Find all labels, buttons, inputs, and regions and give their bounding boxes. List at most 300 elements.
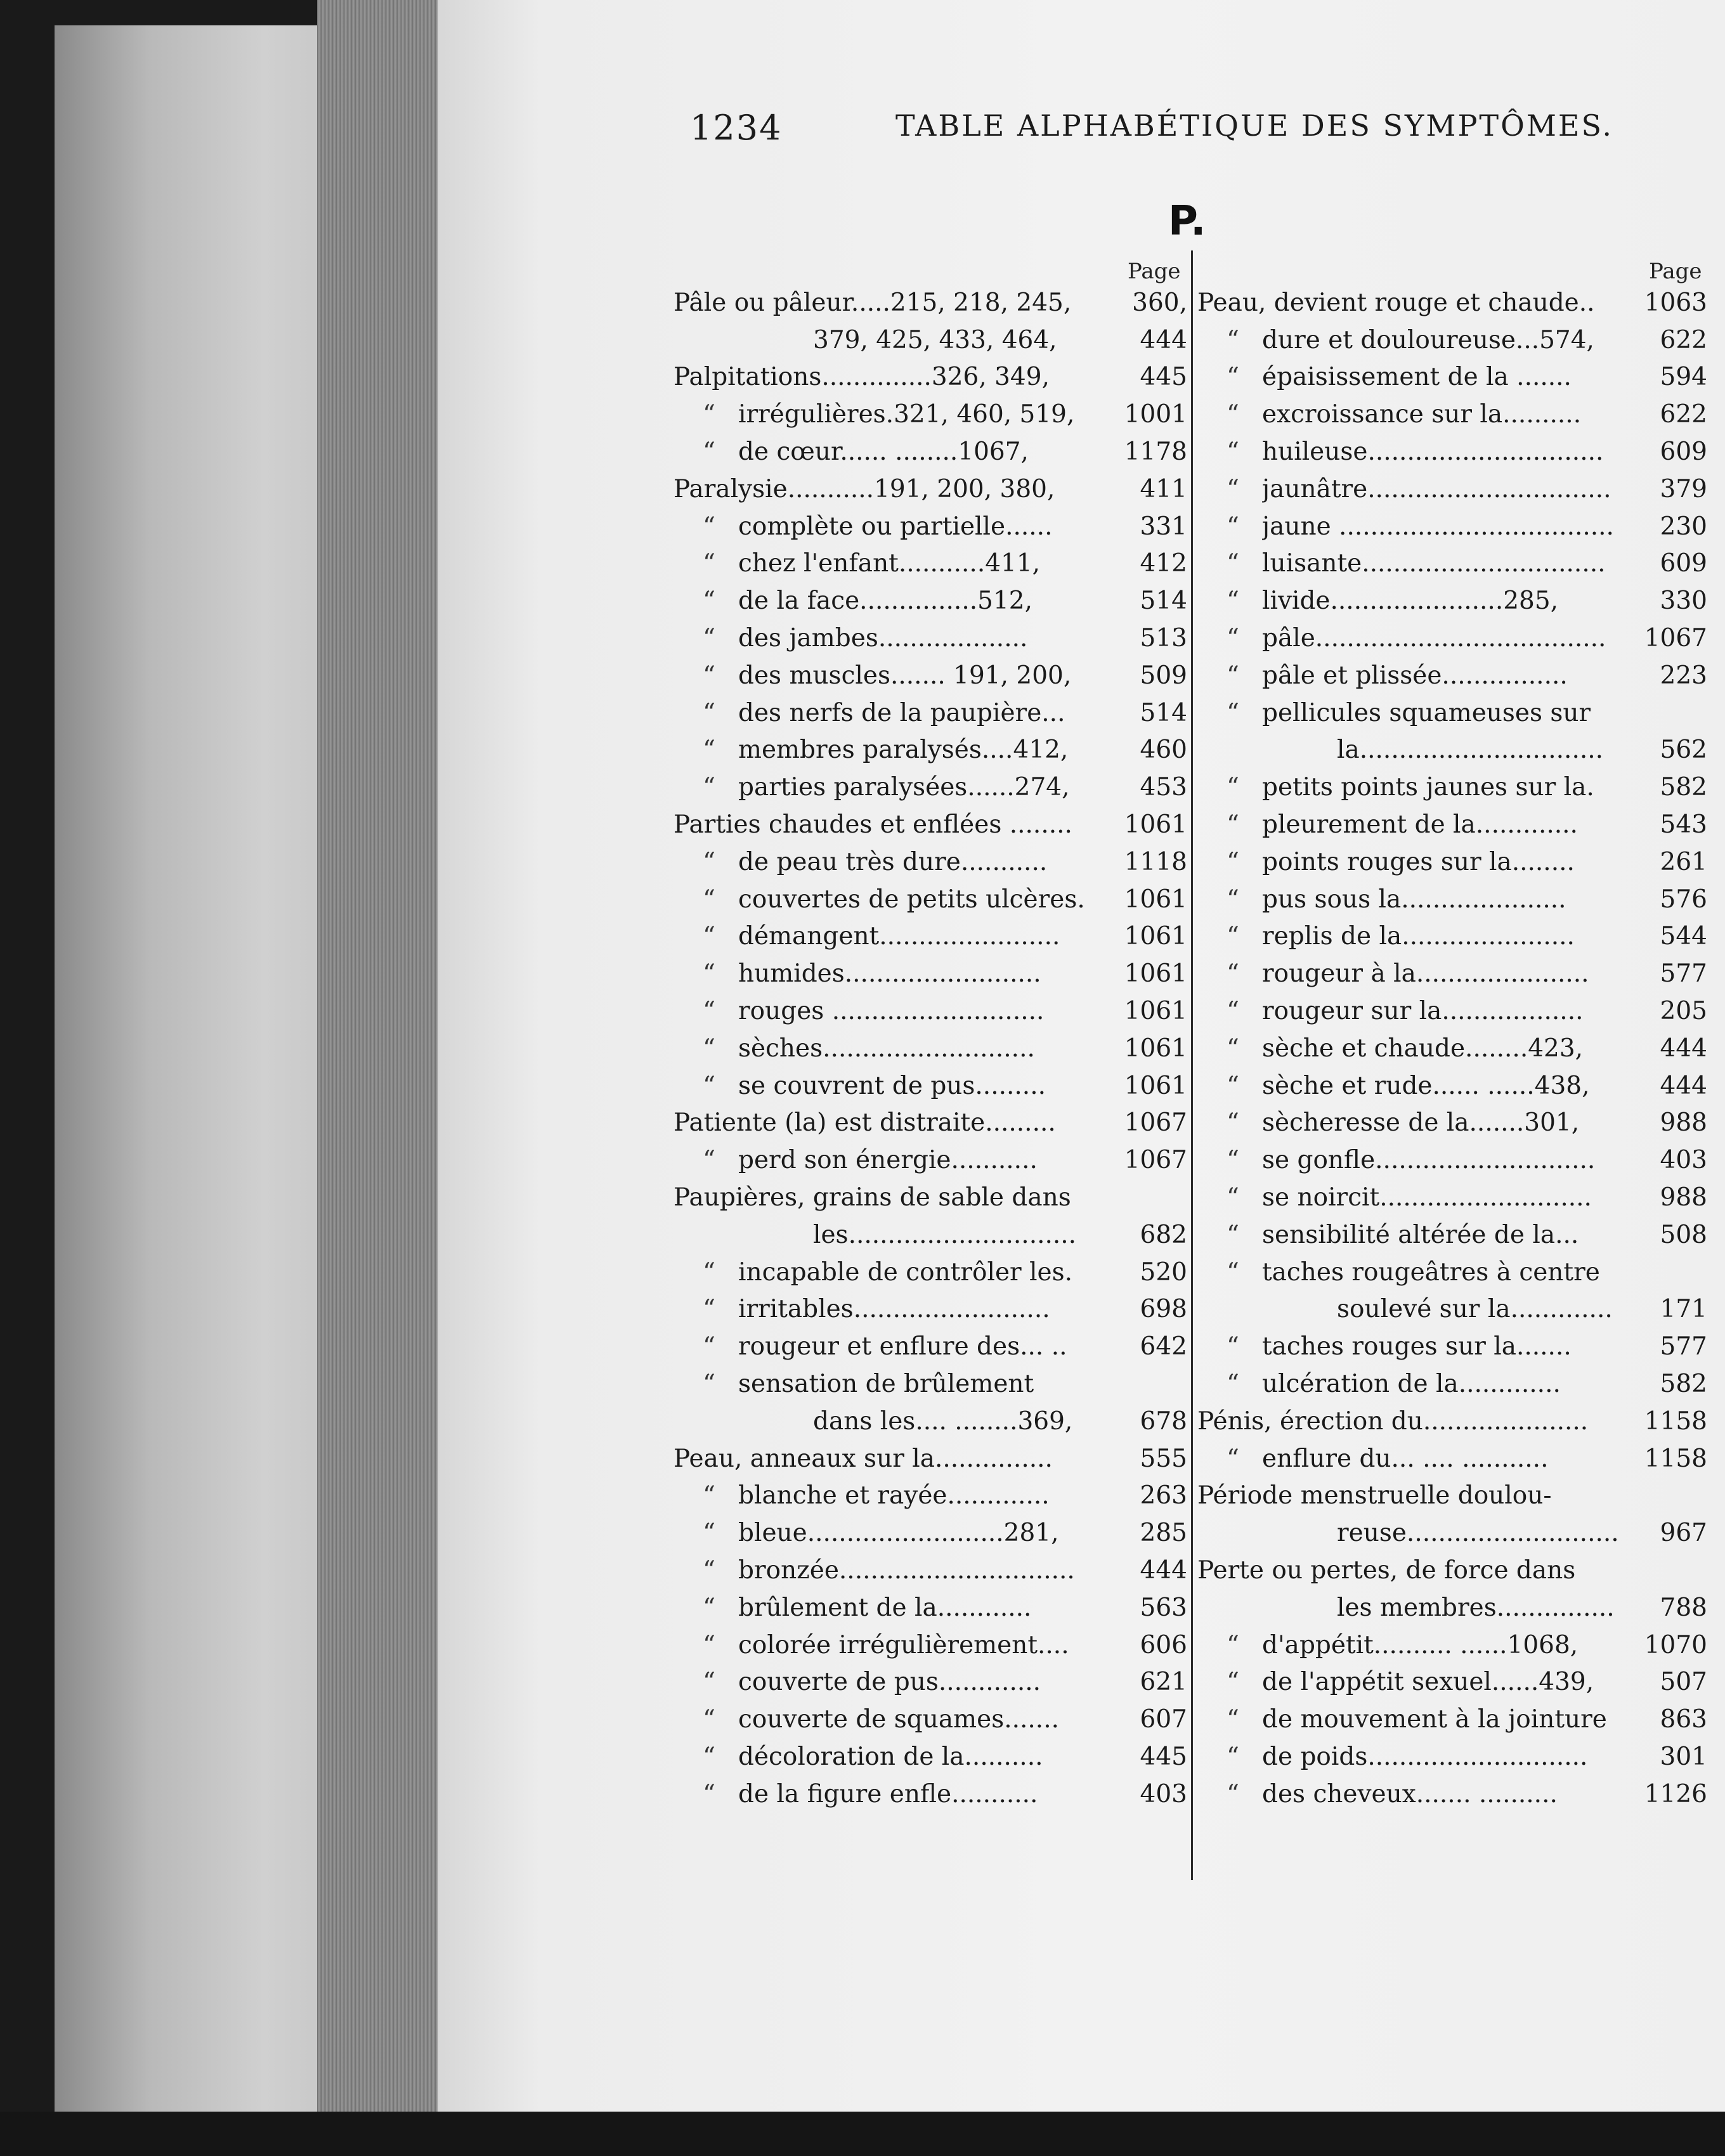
entry-text: replis de la...................... — [1262, 922, 1575, 951]
ditto-mark: “ — [1227, 363, 1239, 392]
entry-page-number: 1067 — [1124, 1146, 1187, 1175]
entry-text: dans les.... ........369, — [813, 1406, 1073, 1436]
entry-page-number: 621 — [1140, 1668, 1187, 1697]
index-entry — [674, 582, 1187, 620]
index-entry — [1197, 1216, 1707, 1254]
entry-page-number: 698 — [1140, 1295, 1187, 1324]
index-entry — [1197, 732, 1707, 769]
ditto-mark: “ — [703, 698, 715, 727]
index-entry — [1197, 1328, 1707, 1365]
ditto-mark: “ — [703, 624, 715, 653]
ditto-mark: “ — [1227, 624, 1239, 653]
index-entry — [1197, 1291, 1707, 1328]
index-entry — [1197, 620, 1707, 657]
index-entry — [674, 1216, 1187, 1254]
entry-page-number: 1061 — [1124, 885, 1187, 914]
entry-page-number: 1061 — [1124, 1071, 1187, 1100]
page-stack — [317, 0, 444, 2118]
index-entry — [674, 545, 1187, 583]
entry-page-number: 223 — [1660, 661, 1707, 690]
entry-text: sensibilité altérée de la... — [1262, 1220, 1579, 1249]
ditto-mark: “ — [1227, 438, 1239, 467]
index-entry — [1197, 1738, 1707, 1776]
ditto-mark: “ — [703, 847, 715, 876]
ditto-mark: “ — [1227, 1779, 1239, 1809]
ditto-mark: “ — [703, 1742, 715, 1771]
index-entry — [674, 620, 1187, 657]
ditto-mark: “ — [703, 512, 715, 541]
entry-page-number: 403 — [1140, 1779, 1187, 1809]
entry-text: ulcération de la............. — [1262, 1370, 1561, 1398]
entry-page-number: 403 — [1660, 1146, 1707, 1175]
index-entry — [674, 955, 1187, 992]
index-entry — [674, 1738, 1187, 1776]
index-entry — [1197, 1141, 1707, 1179]
index-entry — [674, 1663, 1187, 1701]
entry-page-number: 444 — [1140, 1555, 1187, 1585]
index-entry — [674, 1552, 1187, 1589]
index-entry — [674, 1589, 1187, 1627]
entry-text: pellicules squameuses sur — [1262, 698, 1591, 727]
entry-text: sèche et rude...... ......438, — [1262, 1071, 1590, 1100]
entry-page-number: 507 — [1660, 1668, 1707, 1697]
entry-text: se gonfle............................ — [1262, 1146, 1596, 1175]
index-entry — [1197, 321, 1707, 359]
index-entry — [1197, 769, 1707, 806]
entry-page-number: 445 — [1140, 1742, 1187, 1771]
ditto-mark: “ — [703, 438, 715, 467]
ditto-mark: “ — [703, 922, 715, 951]
entry-page-number: 577 — [1660, 959, 1707, 989]
entry-page-number: 509 — [1140, 661, 1187, 690]
entry-page-number: 230 — [1660, 512, 1707, 541]
index-entry — [674, 806, 1187, 843]
entry-text: Pâle ou pâleur.....215, 218, 245, — [674, 288, 1072, 317]
entry-page-number: 543 — [1660, 810, 1707, 840]
entry-text: Patiente (la) est distraite......... — [674, 1108, 1056, 1138]
entry-text: Paralysie...........191, 200, 380, — [674, 474, 1055, 503]
ditto-mark: “ — [1227, 1332, 1239, 1361]
index-entry — [674, 471, 1187, 508]
ditto-mark: “ — [703, 1034, 715, 1063]
entry-page-number: 1067 — [1124, 1108, 1187, 1138]
entry-text: de l'appétit sexuel......439, — [1262, 1668, 1594, 1697]
index-entry — [674, 433, 1187, 471]
entry-page-number: 1061 — [1124, 1034, 1187, 1063]
entry-page-number: 788 — [1660, 1593, 1707, 1622]
ditto-mark: “ — [1227, 325, 1239, 354]
entry-page-number: 1061 — [1124, 997, 1187, 1026]
entry-text: de mouvement à la jointure — [1262, 1705, 1607, 1734]
index-entry — [1197, 359, 1707, 396]
entry-text: les............................. — [813, 1220, 1077, 1249]
entry-text: Paupières, grains de sable dans — [674, 1183, 1071, 1212]
ditto-mark: “ — [703, 1705, 715, 1734]
entry-page-number: 609 — [1660, 549, 1707, 578]
index-entry — [1197, 1179, 1707, 1216]
entry-page-number: 562 — [1660, 736, 1707, 765]
entry-page-number: 513 — [1140, 624, 1187, 653]
index-entry — [1197, 992, 1707, 1030]
entry-text: Peau, devient rouge et chaude.. — [1197, 288, 1595, 317]
index-entry — [1197, 843, 1707, 881]
entry-page-number: 520 — [1140, 1257, 1187, 1287]
entry-text: des muscles....... 191, 200, — [738, 661, 1072, 690]
entry-text: sèches........................... — [738, 1034, 1035, 1063]
index-entry — [1197, 1776, 1707, 1813]
index-entry — [674, 1030, 1187, 1067]
entry-page-number: 555 — [1140, 1444, 1187, 1473]
page-column-label-right: Page — [1649, 259, 1702, 284]
entry-text: parties paralysées......274, — [738, 773, 1070, 802]
entry-text: de la figure enfle........... — [738, 1779, 1038, 1809]
index-entry — [674, 1477, 1187, 1515]
index-entry — [674, 1627, 1187, 1664]
index-entry — [1197, 881, 1707, 918]
entry-page-number: 582 — [1660, 1370, 1707, 1398]
entry-text: se couvrent de pus......... — [738, 1071, 1046, 1100]
entry-page-number: 444 — [1660, 1034, 1707, 1063]
section-letter: P. — [1168, 198, 1206, 245]
entry-text: complète ou partielle...... — [738, 512, 1053, 541]
entry-text: se noircit........................... — [1262, 1183, 1592, 1212]
entry-page-number: 1158 — [1644, 1406, 1707, 1436]
entry-text: Palpitations..............326, 349, — [674, 363, 1050, 392]
ditto-mark: “ — [1227, 959, 1239, 989]
entry-page-number: 444 — [1660, 1071, 1707, 1100]
index-entry — [1197, 471, 1707, 508]
index-entry — [1197, 1067, 1707, 1105]
ditto-mark: “ — [703, 661, 715, 690]
ditto-mark: “ — [1227, 474, 1239, 503]
entry-text: Perte ou pertes, de force dans — [1197, 1555, 1576, 1585]
entry-text: enflure du... .... ........... — [1262, 1444, 1549, 1473]
entry-text: humides......................... — [738, 959, 1041, 989]
entry-text: de cœur...... ........1067, — [738, 438, 1029, 467]
ditto-mark: “ — [703, 885, 715, 914]
ditto-mark: “ — [1227, 1146, 1239, 1175]
entry-text: taches rougeâtres à centre — [1262, 1257, 1600, 1287]
entry-text: sensation de brûlement — [738, 1370, 1034, 1398]
index-entry — [1197, 918, 1707, 956]
entry-text: des cheveux....... .......... — [1262, 1779, 1558, 1809]
entry-text: bleue.........................281, — [738, 1519, 1059, 1548]
ditto-mark: “ — [703, 1668, 715, 1697]
entry-text: rougeur sur la.................. — [1262, 997, 1584, 1026]
ditto-mark: “ — [1227, 810, 1239, 840]
index-entry — [1197, 1105, 1707, 1142]
ditto-mark: “ — [703, 773, 715, 802]
ditto-mark: “ — [1227, 1444, 1239, 1473]
entry-page-number: 582 — [1660, 773, 1707, 802]
index-entry — [674, 694, 1187, 732]
entry-text: jaune ................................... — [1262, 512, 1614, 541]
ditto-mark: “ — [1227, 698, 1239, 727]
entry-page-number: 301 — [1660, 1742, 1707, 1771]
index-entry — [674, 1403, 1187, 1440]
entry-text: incapable de contrôler les. — [738, 1257, 1073, 1287]
entry-page-number: 514 — [1140, 698, 1187, 727]
index-entry — [674, 1254, 1187, 1291]
entry-page-number: 460 — [1140, 736, 1187, 765]
entry-text: de peau très dure........... — [738, 847, 1048, 876]
entry-text: décoloration de la.......... — [738, 1742, 1043, 1771]
index-entry — [674, 1141, 1187, 1179]
entry-page-number: 576 — [1660, 885, 1707, 914]
ditto-mark: “ — [1227, 1220, 1239, 1249]
ditto-mark: “ — [703, 1519, 715, 1548]
entry-text: huileuse.............................. — [1262, 438, 1604, 467]
index-entry — [674, 321, 1187, 359]
entry-text: rouges ........................... — [738, 997, 1045, 1026]
entry-page-number: 205 — [1660, 997, 1707, 1026]
ditto-mark: “ — [1227, 1108, 1239, 1138]
entry-text: chez l'enfant...........411, — [738, 549, 1041, 578]
index-entry — [674, 1440, 1187, 1477]
ditto-mark: “ — [703, 587, 715, 616]
index-entry — [1197, 1365, 1707, 1403]
entry-text: petits points jaunes sur la. — [1262, 773, 1594, 802]
ditto-mark: “ — [1227, 1668, 1239, 1697]
ditto-mark: “ — [1227, 1370, 1239, 1398]
entry-page-number: 1061 — [1124, 810, 1187, 840]
entry-page-number: 1070 — [1644, 1630, 1707, 1659]
index-entry — [1197, 1552, 1707, 1589]
entry-page-number: 261 — [1660, 847, 1707, 876]
index-entry — [1197, 545, 1707, 583]
index-entry — [674, 1067, 1187, 1105]
entry-text: membres paralysés....412, — [738, 736, 1069, 765]
ditto-mark: “ — [1227, 661, 1239, 690]
index-entry — [1197, 284, 1707, 321]
index-entry — [1197, 955, 1707, 992]
index-entry — [674, 1701, 1187, 1738]
index-entry — [674, 657, 1187, 694]
ditto-mark: “ — [1227, 847, 1239, 876]
entry-text: Pénis, érection du..................... — [1197, 1406, 1589, 1436]
ditto-mark: “ — [703, 1779, 715, 1809]
ditto-mark: “ — [1227, 997, 1239, 1026]
entry-page-number: 988 — [1660, 1183, 1707, 1212]
entry-page-number: 1061 — [1124, 959, 1187, 989]
entry-page-number: 577 — [1660, 1332, 1707, 1361]
entry-text: pâle et plissée................ — [1262, 661, 1568, 690]
index-column-left — [674, 284, 1187, 1813]
index-entry — [1197, 694, 1707, 732]
ditto-mark: “ — [1227, 587, 1239, 616]
entry-text: points rouges sur la........ — [1262, 847, 1575, 876]
ditto-mark: “ — [1227, 400, 1239, 429]
entry-text: pâle..................................... — [1262, 624, 1606, 653]
index-entry — [1197, 1514, 1707, 1552]
index-entry — [674, 843, 1187, 881]
entry-text: Période menstruelle doulou- — [1197, 1481, 1552, 1510]
entry-page-number: 607 — [1140, 1705, 1187, 1734]
ditto-mark: “ — [1227, 549, 1239, 578]
index-entry — [1197, 396, 1707, 433]
entry-text: irrégulières.321, 460, 519, — [738, 400, 1075, 429]
index-entry — [1197, 1403, 1707, 1440]
index-entry — [1197, 1627, 1707, 1664]
entry-page-number: 171 — [1660, 1295, 1707, 1324]
page-number: 1234 — [690, 108, 783, 148]
index-entry — [674, 1328, 1187, 1365]
index-entry — [674, 1776, 1187, 1813]
index-entry — [1197, 1254, 1707, 1291]
index-entry — [674, 396, 1187, 433]
column-divider — [1191, 250, 1193, 1880]
entry-text: des jambes................... — [738, 624, 1028, 653]
index-entry — [1197, 1030, 1707, 1067]
index-entry — [674, 992, 1187, 1030]
entry-page-number: 411 — [1140, 474, 1187, 503]
index-entry — [1197, 1440, 1707, 1477]
index-entry — [1197, 582, 1707, 620]
ditto-mark: “ — [703, 736, 715, 765]
entry-page-number: 445 — [1140, 363, 1187, 392]
entry-text: sècheresse de la.......301, — [1262, 1108, 1580, 1138]
entry-text: couverte de pus............. — [738, 1668, 1041, 1697]
entry-text: rougeur à la...................... — [1262, 959, 1589, 989]
entry-page-number: 678 — [1140, 1406, 1187, 1436]
ditto-mark: “ — [1227, 885, 1239, 914]
ditto-mark: “ — [1227, 512, 1239, 541]
ditto-mark: “ — [703, 959, 715, 989]
entry-text: jaunâtre............................... — [1262, 474, 1611, 503]
entry-text: brûlement de la............ — [738, 1593, 1032, 1622]
ditto-mark: “ — [1227, 922, 1239, 951]
entry-page-number: 642 — [1140, 1332, 1187, 1361]
ditto-mark: “ — [1227, 1034, 1239, 1063]
entry-text: 379, 425, 433, 464, — [813, 325, 1057, 354]
index-entry — [1197, 433, 1707, 471]
index-entry — [674, 1291, 1187, 1328]
ditto-mark: “ — [703, 1630, 715, 1659]
entry-page-number: 1063 — [1644, 288, 1707, 317]
entry-text: soulevé sur la............. — [1337, 1295, 1613, 1324]
ditto-mark: “ — [703, 549, 715, 578]
index-entry — [1197, 1663, 1707, 1701]
ditto-mark: “ — [703, 1481, 715, 1510]
ditto-mark: “ — [703, 1332, 715, 1361]
entry-text: de la face...............512, — [738, 587, 1032, 616]
entry-page-number: 622 — [1660, 400, 1707, 429]
ditto-mark: “ — [703, 1555, 715, 1585]
ditto-mark: “ — [1227, 773, 1239, 802]
index-entry — [1197, 806, 1707, 843]
entry-text: perd son énergie........... — [738, 1146, 1038, 1175]
index-entry — [674, 918, 1187, 956]
entry-page-number: 1067 — [1644, 624, 1707, 653]
entry-page-number: 988 — [1660, 1108, 1707, 1138]
ditto-mark: “ — [703, 400, 715, 429]
entry-page-number: 1118 — [1124, 847, 1187, 876]
entry-page-number: 863 — [1660, 1705, 1707, 1734]
entry-page-number: 412 — [1140, 549, 1187, 578]
page-column-label-left: Page — [1128, 259, 1181, 284]
index-entry — [1197, 657, 1707, 694]
entry-text: taches rouges sur la....... — [1262, 1332, 1572, 1361]
ditto-mark: “ — [703, 1295, 715, 1324]
entry-page-number: 453 — [1140, 773, 1187, 802]
entry-text: dure et douloureuse...574, — [1262, 325, 1594, 354]
entry-text: pleurement de la............. — [1262, 810, 1578, 840]
entry-text: colorée irrégulièrement.... — [738, 1630, 1069, 1659]
entry-text: la............................... — [1337, 736, 1604, 765]
index-entry — [1197, 1701, 1707, 1738]
entry-page-number: 379 — [1660, 474, 1707, 503]
ditto-mark: “ — [1227, 1071, 1239, 1100]
ditto-mark: “ — [703, 1071, 715, 1100]
entry-page-number: 330 — [1660, 587, 1707, 616]
ditto-mark: “ — [703, 1370, 715, 1398]
ditto-mark: “ — [703, 1593, 715, 1622]
entry-page-number: 1001 — [1124, 400, 1187, 429]
entry-text: démangent....................... — [738, 922, 1060, 951]
entry-text: livide......................285, — [1262, 587, 1559, 616]
entry-text: Parties chaudes et enflées ........ — [674, 810, 1072, 840]
entry-text: bronzée.............................. — [738, 1555, 1075, 1585]
entry-text: les membres............... — [1337, 1593, 1615, 1622]
index-entry — [674, 1514, 1187, 1552]
bottom-band — [0, 2112, 1725, 2156]
entry-text: pus sous la..................... — [1262, 885, 1566, 914]
entry-text: luisante............................... — [1262, 549, 1606, 578]
index-entry — [674, 732, 1187, 769]
entry-text: Peau, anneaux sur la............... — [674, 1444, 1053, 1473]
index-entry — [674, 1105, 1187, 1142]
ditto-mark: “ — [1227, 1705, 1239, 1734]
index-entry — [674, 284, 1187, 321]
entry-text: irritables......................... — [738, 1295, 1050, 1324]
entry-page-number: 563 — [1140, 1593, 1187, 1622]
entry-page-number: 508 — [1660, 1220, 1707, 1249]
index-entry — [674, 508, 1187, 545]
entry-text: couvertes de petits ulcères. — [738, 885, 1085, 914]
entry-page-number: 1158 — [1644, 1444, 1707, 1473]
entry-page-number: 682 — [1140, 1220, 1187, 1249]
entry-text: blanche et rayée............. — [738, 1481, 1050, 1510]
entry-page-number: 606 — [1140, 1630, 1187, 1659]
entry-page-number: 360, — [1132, 288, 1187, 317]
entry-page-number: 1126 — [1644, 1779, 1707, 1809]
index-entry — [1197, 508, 1707, 545]
entry-text: reuse........................... — [1337, 1519, 1619, 1548]
entry-text: de poids............................ — [1262, 1742, 1588, 1771]
ditto-mark: “ — [1227, 1257, 1239, 1287]
index-entry — [1197, 1589, 1707, 1627]
entry-page-number: 967 — [1660, 1519, 1707, 1548]
ditto-mark: “ — [703, 1146, 715, 1175]
entry-text: des nerfs de la paupière... — [738, 698, 1065, 727]
entry-page-number: 1061 — [1124, 922, 1187, 951]
ditto-mark: “ — [1227, 1630, 1239, 1659]
index-entry — [674, 1179, 1187, 1216]
ditto-mark: “ — [703, 997, 715, 1026]
entry-page-number: 263 — [1140, 1481, 1187, 1510]
running-title: TABLE ALPHABÉTIQUE DES SYMPTÔMES. — [895, 108, 1614, 143]
index-entry — [674, 359, 1187, 396]
entry-text: épaisissement de la ....... — [1262, 363, 1572, 392]
entry-text: couverte de squames....... — [738, 1705, 1059, 1734]
entry-page-number: 444 — [1140, 325, 1187, 354]
entry-text: sèche et chaude........423, — [1262, 1034, 1584, 1063]
ditto-mark: “ — [1227, 1742, 1239, 1771]
index-entry — [674, 769, 1187, 806]
entry-page-number: 514 — [1140, 587, 1187, 616]
entry-text: rougeur et enflure des... .. — [738, 1332, 1067, 1361]
entry-page-number: 544 — [1660, 922, 1707, 951]
